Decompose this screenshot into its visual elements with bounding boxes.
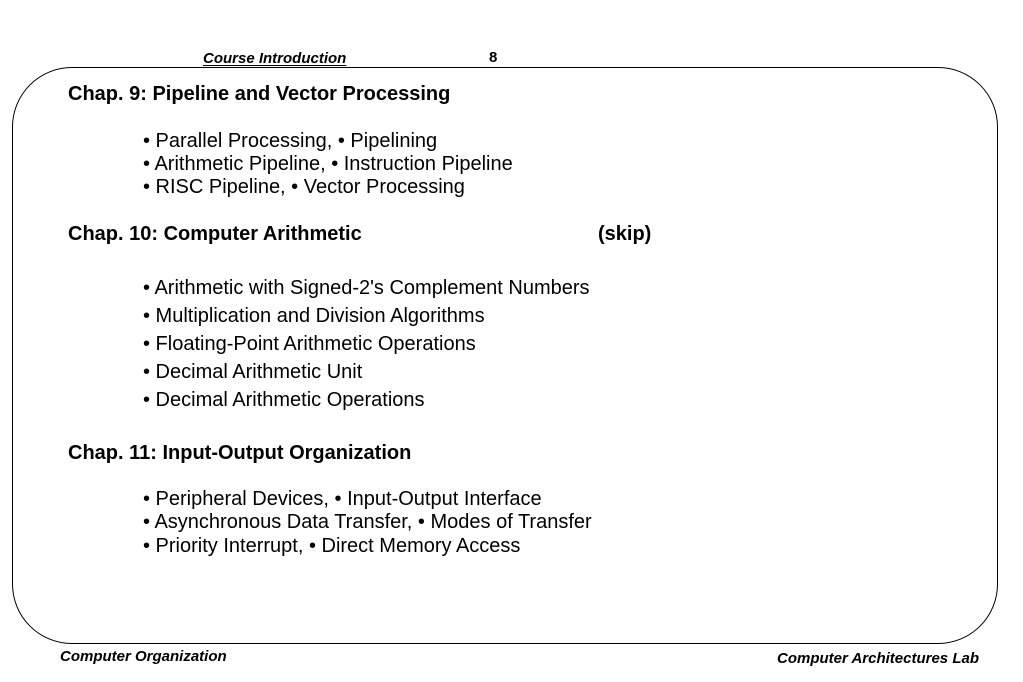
- footer-lab-name: Computer Architectures Lab: [777, 650, 979, 667]
- chapter-10-item: • Multiplication and Division Algorithms: [143, 305, 485, 327]
- slide-header-title: Course Introduction: [203, 50, 347, 67]
- chapter-9-item: • RISC Pipeline, • Vector Processing: [143, 176, 465, 198]
- chapter-10-item: • Arithmetic with Signed-2's Complement Numbers: [143, 277, 590, 299]
- chapter-9-heading: Chap. 9: Pipeline and Vector Processing: [68, 83, 451, 105]
- chapter-9-item: • Parallel Processing, • Pipelining: [143, 130, 438, 152]
- chapter-10-item: • Floating-Point Arithmetic Operations: [143, 333, 476, 355]
- page-number: 8: [489, 49, 498, 66]
- chapter-9-item: • Arithmetic Pipeline, • Instruction Pipeline: [143, 153, 513, 175]
- footer-course-name: Computer Organization: [60, 648, 227, 665]
- chapter-10-heading: Chap. 10: Computer Arithmetic: [68, 223, 362, 245]
- chapter-11-heading: Chap. 11: Input-Output Organization: [68, 442, 412, 464]
- chapter-11-item: • Asynchronous Data Transfer, • Modes of Transfer: [143, 511, 592, 533]
- chapter-11-item: • Peripheral Devices, • Input-Output Interface: [143, 488, 542, 510]
- chapter-11-item: • Priority Interrupt, • Direct Memory Access: [143, 535, 521, 557]
- chapter-10-item: • Decimal Arithmetic Unit: [143, 361, 363, 383]
- skip-tag: (skip): [598, 223, 652, 245]
- chapter-10-item: • Decimal Arithmetic Operations: [143, 389, 425, 411]
